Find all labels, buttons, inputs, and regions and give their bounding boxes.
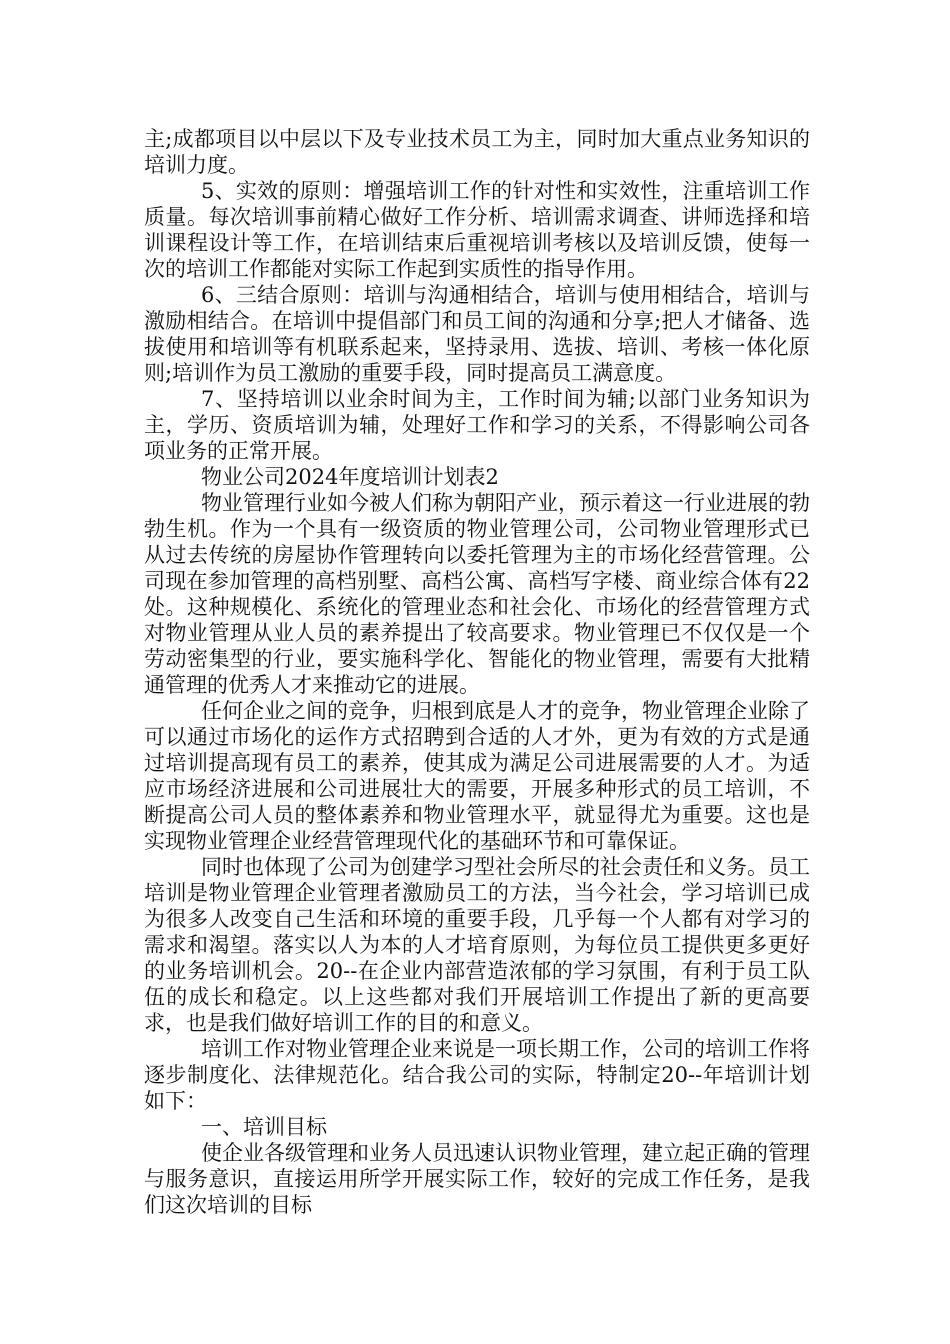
paragraph-training-goal: 使企业各级管理和业务人员迅速认识物业管理，建立起正确的管理与服务意识，直接运用所学开展实际工作，较好的完成工作任务，是我们这次培训的目标 (144, 1141, 810, 1217)
paragraph-principle-5: 5、实效的原则：增强培训工作的针对性和实效性，注重培训工作质量。每次培训事前精心做好工作分析、培训需求调查、讲师选择和培训课程设计等工作，在培训结束后重视培训考核以及培训反馈，使每一次的培训工作都能对实际工作起到实质性的指导作用。 (144, 179, 810, 281)
paragraph-continuation: 主;成都项目以中层以下及专业技术员工为主，同时加大重点业务知识的培训力度。 (144, 127, 810, 177)
paragraph-plan-intro: 培训工作对物业管理企业来说是一项长期工作，公司的培训工作将逐步制度化、法律规范化。结合我公司的实际，特制定20--年培训计划如下： (144, 1037, 810, 1113)
paragraph-competition: 任何企业之间的竞争，归根到底是人才的竞争，物业管理企业除了可以通过市场化的运作方式招聘到合适的人才外，更为有效的方式是通过培训提高现有员工的素养，使其成为满足公司进展需要的人才。为适应市场经济进展和公司进展壮大的需要，开展多种形式的员工培训，不断提高公司人员的整体素养和物业管理水平，就显得尤为重要。这也是实现物业管理企业经营管理现代化的基础环节和可靠保证。 (144, 699, 810, 853)
paragraph-responsibility: 同时也体现了公司为创建学习型社会所尽的社会责任和义务。员工培训是物业管理企业管理者激励员工的方法，当今社会，学习培训已成为很多人改变自己生活和环境的重要手段，几乎每一个人都有对学习的需求和渴望。落实以人为本的人才培育原则，为每位员工提供更多更好的业务培训机会。20--在企业内部营造浓郁的学习氛围，有利于员工队伍的成长和稳定。以上这些都对我们开展培训工作提出了新的更高要求，也是我们做好培训工作的目的和意义。 (144, 855, 810, 1035)
paragraph-industry-intro: 物业管理行业如今被人们称为朝阳产业，预示着这一行业进展的勃勃生机。作为一个具有一级资质的物业管理公司，公司物业管理形式已从过去传统的房屋协作管理转向以委托管理为主的市场化经营管理。公司现在参加管理的高档别墅、高档公寓、高档写字楼、商业综合体有22处。这种规模化、系统化的管理业态和社会化、市场化的经营管理方式对物业管理从业人员的素养提出了较高要求。物业管理已不仅仅是一个劳动密集型的行业，要实施科学化、智能化的物业管理，需要有大批精通管理的优秀人才来推动它的进展。 (144, 491, 810, 697)
paragraph-principle-7: 7、坚持培训以业余时间为主，工作时间为辅;以部门业务知识为主，学历、资质培训为辅，处理好工作和学习的关系，不得影响公司各项业务的正常开展。 (144, 387, 810, 463)
document-page (144, 126, 810, 1218)
section-heading: 物业公司2024年度培训计划表2 (201, 465, 499, 489)
subheading-training-goal: 一、培训目标 (201, 1115, 327, 1139)
paragraph-principle-6: 6、三结合原则：培训与沟通相结合，培训与使用相结合，培训与激励相结合。在培训中提倡部门和员工间的沟通和分享;把人才储备、选拔使用和培训等有机联系起来，坚持录用、选拔、培训、考核一体化原则;培训作为员工激励的重要手段，同时提高员工满意度。 (144, 283, 810, 385)
